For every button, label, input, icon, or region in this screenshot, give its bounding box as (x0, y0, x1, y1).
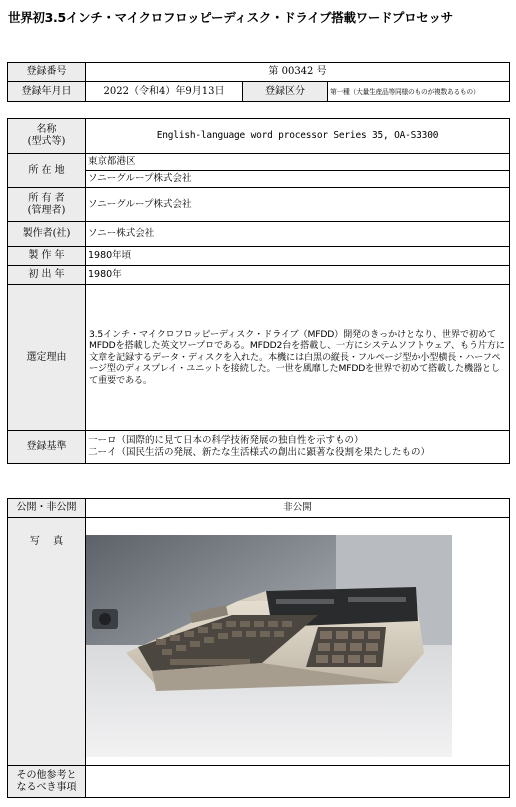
product-photo (86, 535, 452, 757)
owner-label-line1: 所 有 者 (28, 192, 65, 204)
name-value: English-language word processor Series 35, OA-S3300 (86, 119, 510, 154)
word-processor-image (86, 535, 452, 757)
owner-label (8, 188, 86, 222)
owner-value: ソニーグループ株式会社 (86, 188, 510, 222)
registration-number-label: 登録番号 (8, 63, 86, 82)
notes-label-line1: その他参考と (16, 769, 77, 781)
photo-label: 写 真 (8, 518, 86, 766)
location-value-city: 東京都港区 (86, 154, 510, 171)
criteria-label: 登録基準 (8, 431, 86, 464)
name-label (8, 119, 86, 154)
year-launch-label: 初 出 年 (8, 266, 86, 285)
public-value: 非公開 (86, 499, 510, 518)
notes-label (8, 766, 86, 798)
name-label-line2: (型式等) (27, 136, 66, 147)
year-made-value: 1980年頃 (86, 247, 510, 266)
location-value-company: ソニーグループ株式会社 (86, 171, 510, 188)
reason-text: 3.5インチ・マイクロフロッピーディスク・ドライブ（MFDD）開発のきっかけとなり、世界で初めてMFDDを搭載した英文ワープロである。MFDD2台を搭載し、一方にシステムソフトウェア、もう片方に文章を記録するデータ・ディスクを入れた。本機には白黒の縦長・フルページ型か小型横長・ハーフページ型のディスプレイ・ユニットを接続した。一世を風靡したMFDDを世界で初めて搭載した機器として重要である。 (86, 285, 510, 431)
criteria-value (86, 431, 510, 464)
page-title: 世界初3.5インチ・マイクロフロッピーディスク・ドライブ搭載ワードプロセッサ (8, 10, 453, 25)
registration-table (7, 62, 510, 102)
photo-cell (86, 518, 510, 766)
public-label: 公開・非公開 (8, 499, 86, 518)
notes-value (86, 766, 510, 798)
registration-category-value: 第一種（大量生産品等同様のものが複数あるもの） (328, 82, 510, 102)
owner-label-line2: (管理者) (27, 204, 66, 216)
registration-date-value: 2022（令和4）年9月13日 (86, 82, 243, 102)
public-table (7, 498, 510, 798)
criteria-item-2: 二ーイ（国民生活の発展、新たな生活様式の創出に顕著な役割を果たしたもの） (88, 447, 431, 458)
criteria-item-1: 一ーロ（国際的に見て日本の科学技術発展の独自性を示すもの） (88, 435, 364, 446)
name-label-line1: 名称 (36, 124, 57, 135)
location-label: 所 在 地 (8, 154, 86, 188)
reason-label: 選定理由 (8, 285, 86, 431)
registration-category-label: 登録区分 (243, 82, 328, 102)
year-launch-value: 1980年 (86, 266, 510, 285)
maker-value: ソニー株式会社 (86, 222, 510, 247)
registration-number-value: 第 00342 号 (86, 63, 510, 82)
notes-label-line2: なるべき事項 (16, 781, 77, 793)
registration-date-label: 登録年月日 (8, 82, 86, 102)
maker-label: 製作者(社) (8, 222, 86, 247)
year-made-label: 製 作 年 (8, 247, 86, 266)
details-table (7, 118, 510, 464)
